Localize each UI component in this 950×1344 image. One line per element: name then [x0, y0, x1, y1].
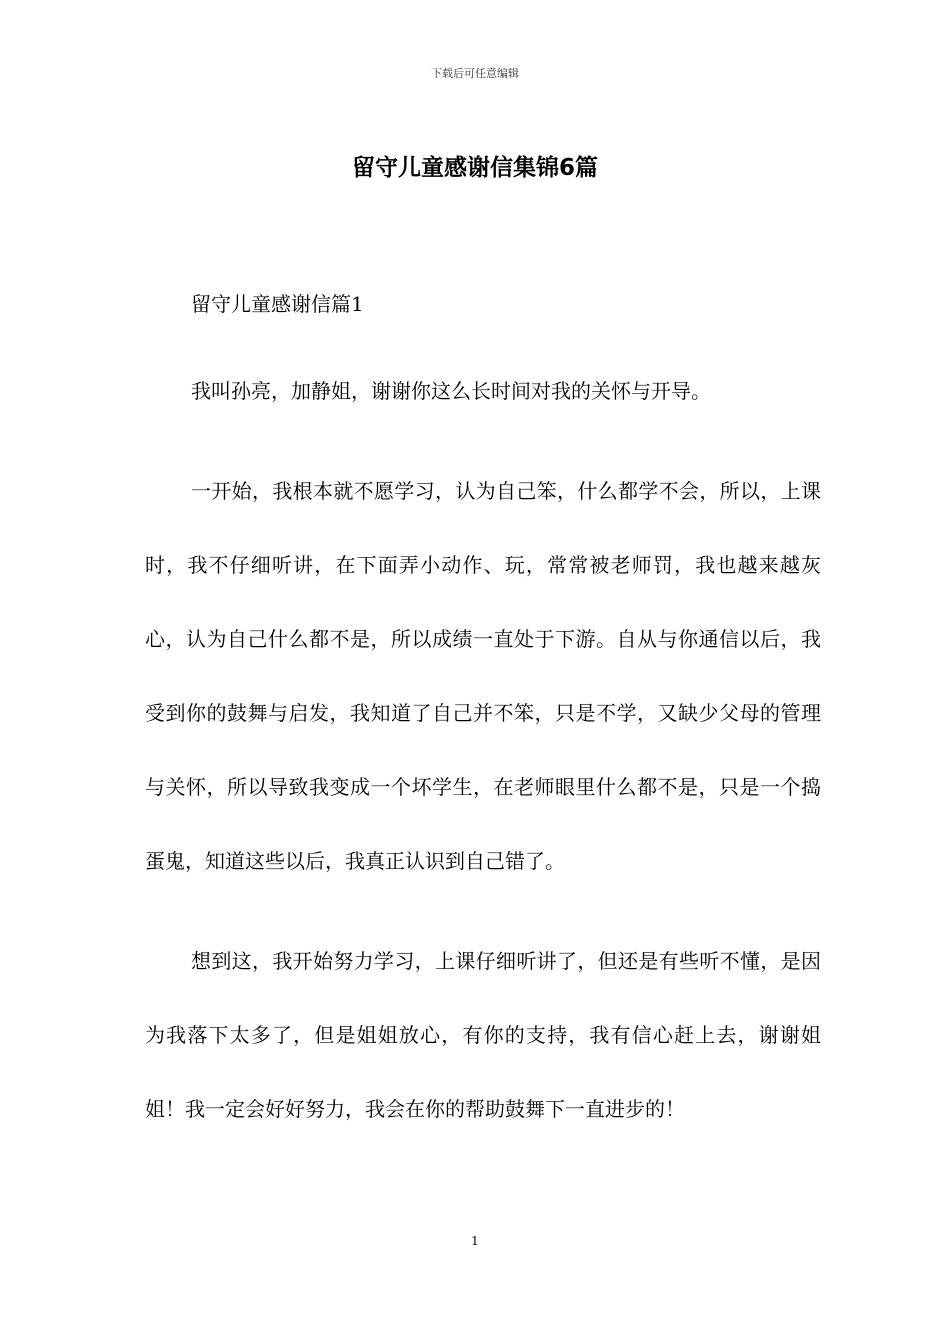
header-note: 下载后可任意编辑 [431, 67, 519, 80]
document-title: 留守儿童感谢信集锦6篇 [351, 155, 598, 181]
document-body [145, 280, 821, 1172]
page-number: 1 [471, 1234, 479, 1248]
section-heading: 留守儿童感谢信篇1 [191, 292, 364, 316]
paragraph-3: 想到这，我开始努力学习，上课仔细听讲了，但还是有些听不懂，是因为我落下太多了，但是姐姐放心，有你的支持，我有信心赶上去，谢谢姐姐！我一定会好好努力，我会在你的帮助鼓舞下一直进步的！ [145, 949, 821, 1121]
paragraph-1: 我叫孙亮，加静姐，谢谢你这么长时间对我的关怀与开导。 [191, 379, 711, 403]
paragraph-2: 一开始，我根本就不愿学习，认为自己笨，什么都学不会，所以，上课时，我不仔细听讲，在下面弄小动作、玩，常常被老师罚，我也越来越灰心，认为自己什么都不是，所以成绩一直处于下游。自从与你通信以后，我受到你的鼓舞与启发，我知道了自己并不笨，只是不学，又缺少父母的管理与关怀，所以导致我变成一个坏学生，在老师眼里什么都不是，只是一个捣蛋鬼，知道这些以后，我真正认识到自己错了。 [145, 479, 821, 873]
